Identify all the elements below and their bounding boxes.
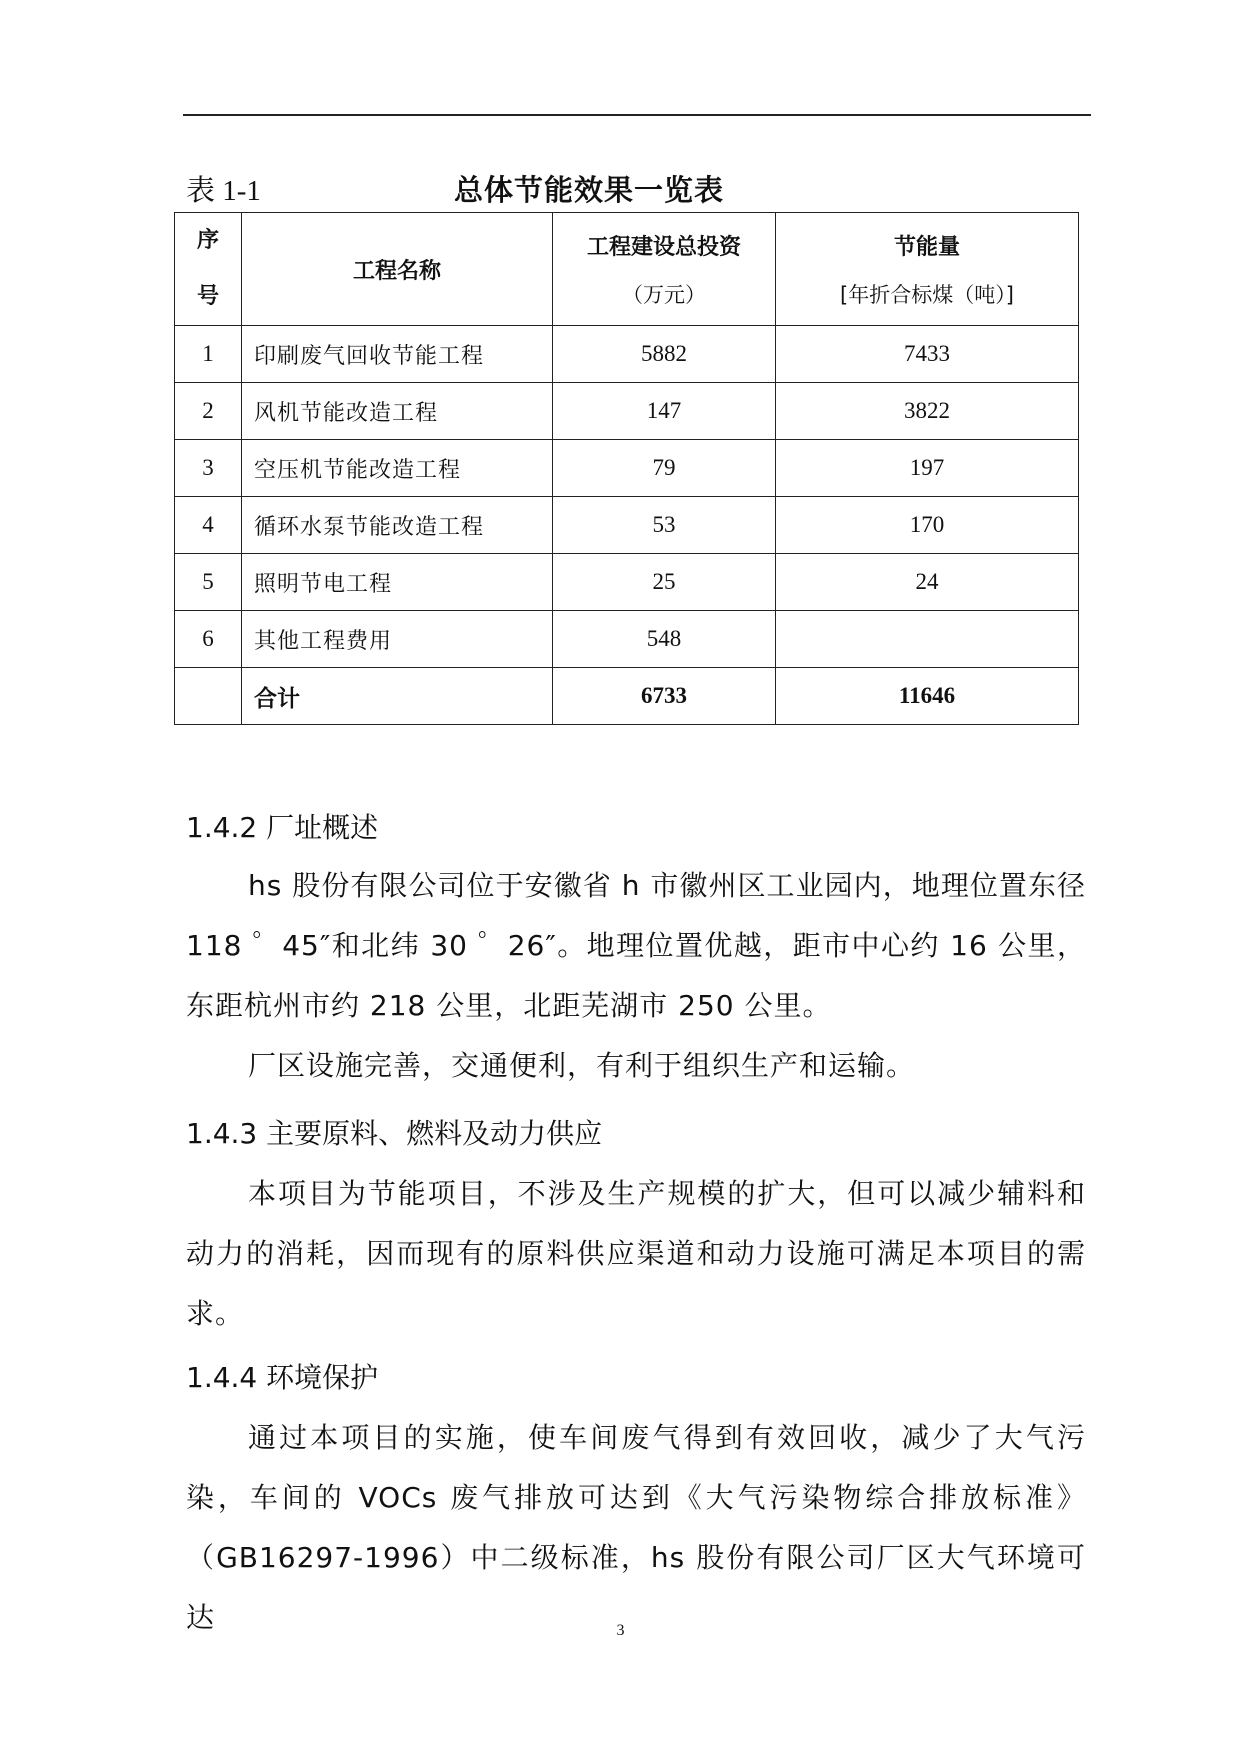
- cell-energy: 3822: [776, 383, 1079, 440]
- table-row: [175, 326, 1079, 383]
- section-heading: 1.4.3 主要原料、燃料及动力供应: [186, 1117, 603, 1150]
- header-no-text: 序 号: [196, 228, 219, 309]
- header-energy-unit: [年折合标煤（吨）]: [840, 282, 1014, 307]
- cell-name: 风机节能改造工程: [242, 383, 553, 440]
- cell-energy: 7433: [776, 326, 1079, 383]
- cell-investment: 53: [553, 497, 776, 554]
- total-label: 合计: [242, 668, 553, 725]
- cell-energy: 197: [776, 440, 1079, 497]
- header-energy-text: 节能量: [893, 234, 960, 260]
- cell-no: 6: [175, 611, 242, 668]
- table-caption: [186, 168, 1086, 212]
- table-header-row: [175, 213, 1079, 326]
- cell-energy: 170: [776, 497, 1079, 554]
- cell-no: 2: [175, 383, 242, 440]
- cell-investment: 79: [553, 440, 776, 497]
- table-title: 总体节能效果一览表: [454, 173, 725, 207]
- total-no: [175, 668, 242, 725]
- paragraph: 本项目为节能项目，不涉及生产规模的扩大，但可以减少辅料和动力的消耗，因而现有的原料供应渠道和动力设施可满足本项目的需求。: [186, 1177, 1086, 1330]
- table-row: [175, 554, 1079, 611]
- cell-no: 4: [175, 497, 242, 554]
- cell-name: 照明节电工程: [242, 554, 553, 611]
- paragraph: hs 股份有限公司位于安徽省 h 市徽州区工业园内，地理位置东径 118 ゜45″和北纬 30 ゜26″。地理位置优越，距市中心约 16 公里，东距杭州市约 218 公里，北距芜湖市 250 公里。: [186, 869, 1086, 1022]
- header-rule: [183, 114, 1091, 116]
- header-energy: [776, 213, 1079, 326]
- header-investment: [553, 213, 776, 326]
- cell-name: 印刷废气回收节能工程: [242, 326, 553, 383]
- header-name: [242, 213, 553, 326]
- table-row: [175, 440, 1079, 497]
- cell-name: 空压机节能改造工程: [242, 440, 553, 497]
- cell-investment: 25: [553, 554, 776, 611]
- header-investment-unit: （万元）: [622, 282, 706, 307]
- cell-energy: [776, 611, 1079, 668]
- table-row: [175, 497, 1079, 554]
- cell-investment: 548: [553, 611, 776, 668]
- page-number: 3: [616, 1622, 625, 1639]
- cell-no: 5: [175, 554, 242, 611]
- table-total-row: [175, 668, 1079, 725]
- paragraph: 通过本项目的实施，使车间废气得到有效回收，减少了大气污染，车间的 VOCs 废气排放可达到《大气污染物综合排放标准》（GB16297-1996）中二级标准，hs 股份有限公司厂区大气环境可达: [186, 1421, 1086, 1634]
- paragraph: 厂区设施完善，交通便利，有利于组织生产和运输。: [248, 1049, 916, 1082]
- cell-name: 循环水泵节能改造工程: [242, 497, 553, 554]
- cell-no: 1: [175, 326, 242, 383]
- energy-saving-table: [174, 212, 1079, 725]
- cell-no: 3: [175, 440, 242, 497]
- cell-investment: 147: [553, 383, 776, 440]
- header-investment-text: 工程建设总投资: [586, 234, 741, 260]
- section-heading: 1.4.4 环境保护: [186, 1361, 379, 1394]
- table-row: [175, 383, 1079, 440]
- total-energy: 11646: [776, 668, 1079, 725]
- header-no: [175, 213, 242, 326]
- table-row: [175, 611, 1079, 668]
- table-label: 表 1-1: [186, 175, 261, 207]
- section-heading: 1.4.2 厂址概述: [186, 811, 379, 844]
- header-name-text: 工程名称: [352, 258, 441, 284]
- cell-name: 其他工程费用: [242, 611, 553, 668]
- total-investment: 6733: [553, 668, 776, 725]
- cell-energy: 24: [776, 554, 1079, 611]
- cell-investment: 5882: [553, 326, 776, 383]
